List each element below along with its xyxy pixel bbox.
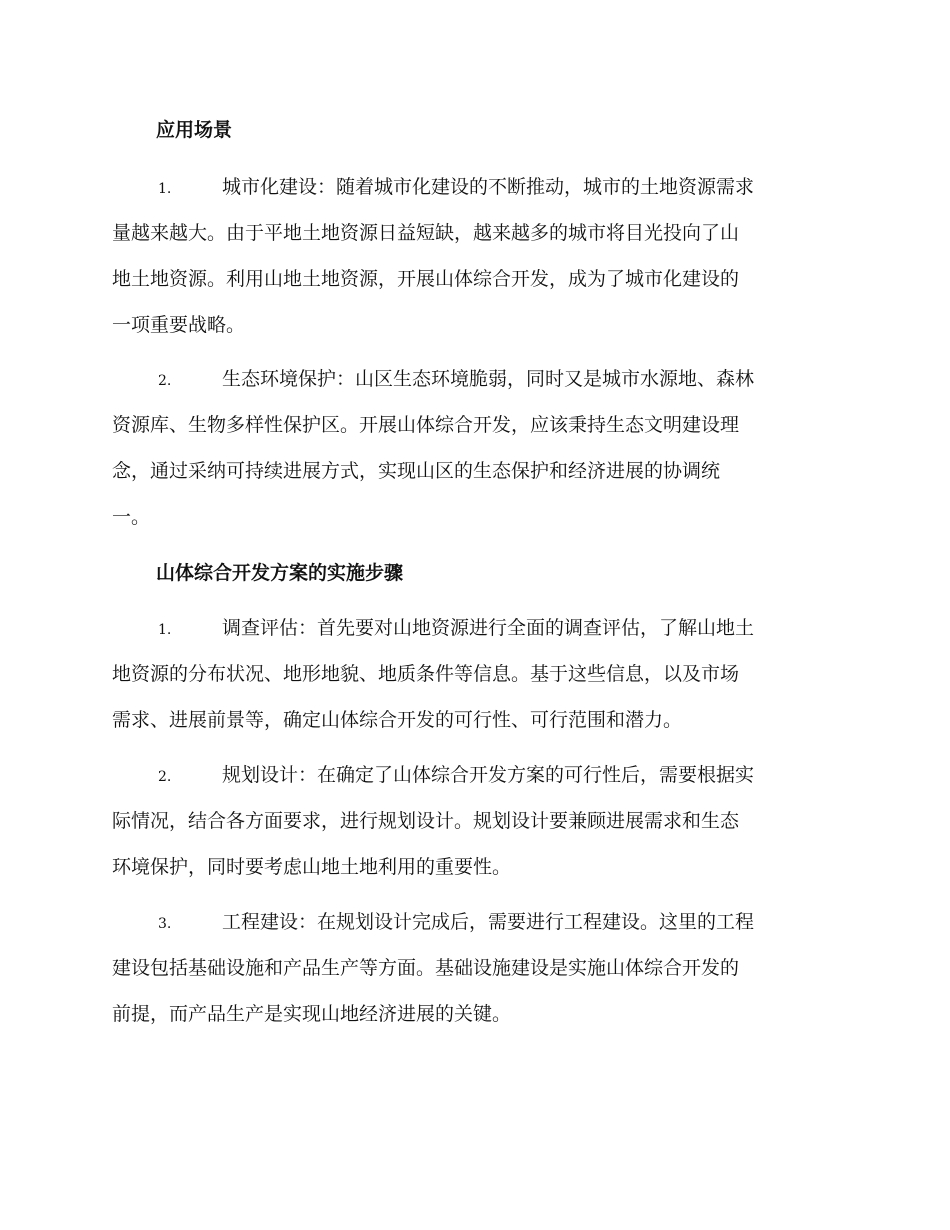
- paragraph-line: 地资源的分布状况、地形地貌、地质条件等信息。基于这些信息，以及市场: [112, 663, 740, 685]
- line-text: 调查评估：首先要对山地资源进行全面的调查评估，了解山地土: [222, 617, 755, 639]
- paragraph-line: 前提，而产品生产是实现山地经济进展的关键。: [112, 1003, 512, 1025]
- list-number: 3.: [158, 916, 172, 932]
- line-text: 生态环境保护：山区生态环境脆弱，同时又是城市水源地、森林: [222, 368, 755, 390]
- paragraph-line: 一。: [112, 506, 151, 528]
- section-heading-application-scenarios: 应用场景: [156, 119, 233, 141]
- list-item-ecological-protection: [112, 356, 834, 540]
- paragraph-line: 需求、进展前景等，确定山体综合开发的可行性、可行范围和潜力。: [112, 709, 683, 731]
- paragraph-line: 地土地资源。利用山地土地资源，开展山体综合开发，成为了城市化建设的: [112, 268, 740, 290]
- line-text: 城市化建设：随着城市化建设的不断推动，城市的土地资源需求: [222, 176, 755, 198]
- line-text: 规划设计：在确定了山体综合开发方案的可行性后，需要根据实: [222, 764, 755, 786]
- list-item-urbanization: [112, 164, 834, 348]
- list-item-engineering-construction: [112, 899, 834, 1037]
- list-item-planning-design: [112, 752, 834, 890]
- paragraph-line: 一项重要战略。: [112, 314, 246, 336]
- paragraph-line: [112, 752, 834, 798]
- paragraph-line: [112, 605, 834, 651]
- paragraph-line: 念，通过采纳可持续进展方式，实现山区的生态保护和经济进展的协调统: [112, 460, 721, 482]
- list-number: 1.: [158, 622, 172, 638]
- paragraph-line: 环境保护，同时要考虑山地土地利用的重要性。: [112, 856, 512, 878]
- paragraph-line: 量越来越大。由于平地土地资源日益短缺，越来越多的城市将目光投向了山: [112, 222, 740, 244]
- line-text: 工程建设：在规划设计完成后，需要进行工程建设。这里的工程: [222, 911, 755, 933]
- paragraph-line: 资源库、生物多样性保护区。开展山体综合开发，应该秉持生态文明建设理: [112, 414, 740, 436]
- list-number: 2.: [158, 373, 172, 389]
- paragraph-line: 建设包括基础设施和产品生产等方面。基础设施建设是实施山体综合开发的: [112, 957, 740, 979]
- list-item-survey-assessment: [112, 605, 834, 743]
- section-heading-implementation-steps: 山体综合开发方案的实施步骤: [156, 562, 404, 584]
- list-number: 2.: [158, 769, 172, 785]
- paragraph-line: [112, 899, 834, 945]
- paragraph-line: [112, 164, 834, 210]
- paragraph-line: 际情况，结合各方面要求，进行规划设计。规划设计要兼顾进展需求和生态: [112, 810, 740, 832]
- paragraph-line: [112, 356, 834, 402]
- list-number: 1.: [158, 181, 172, 197]
